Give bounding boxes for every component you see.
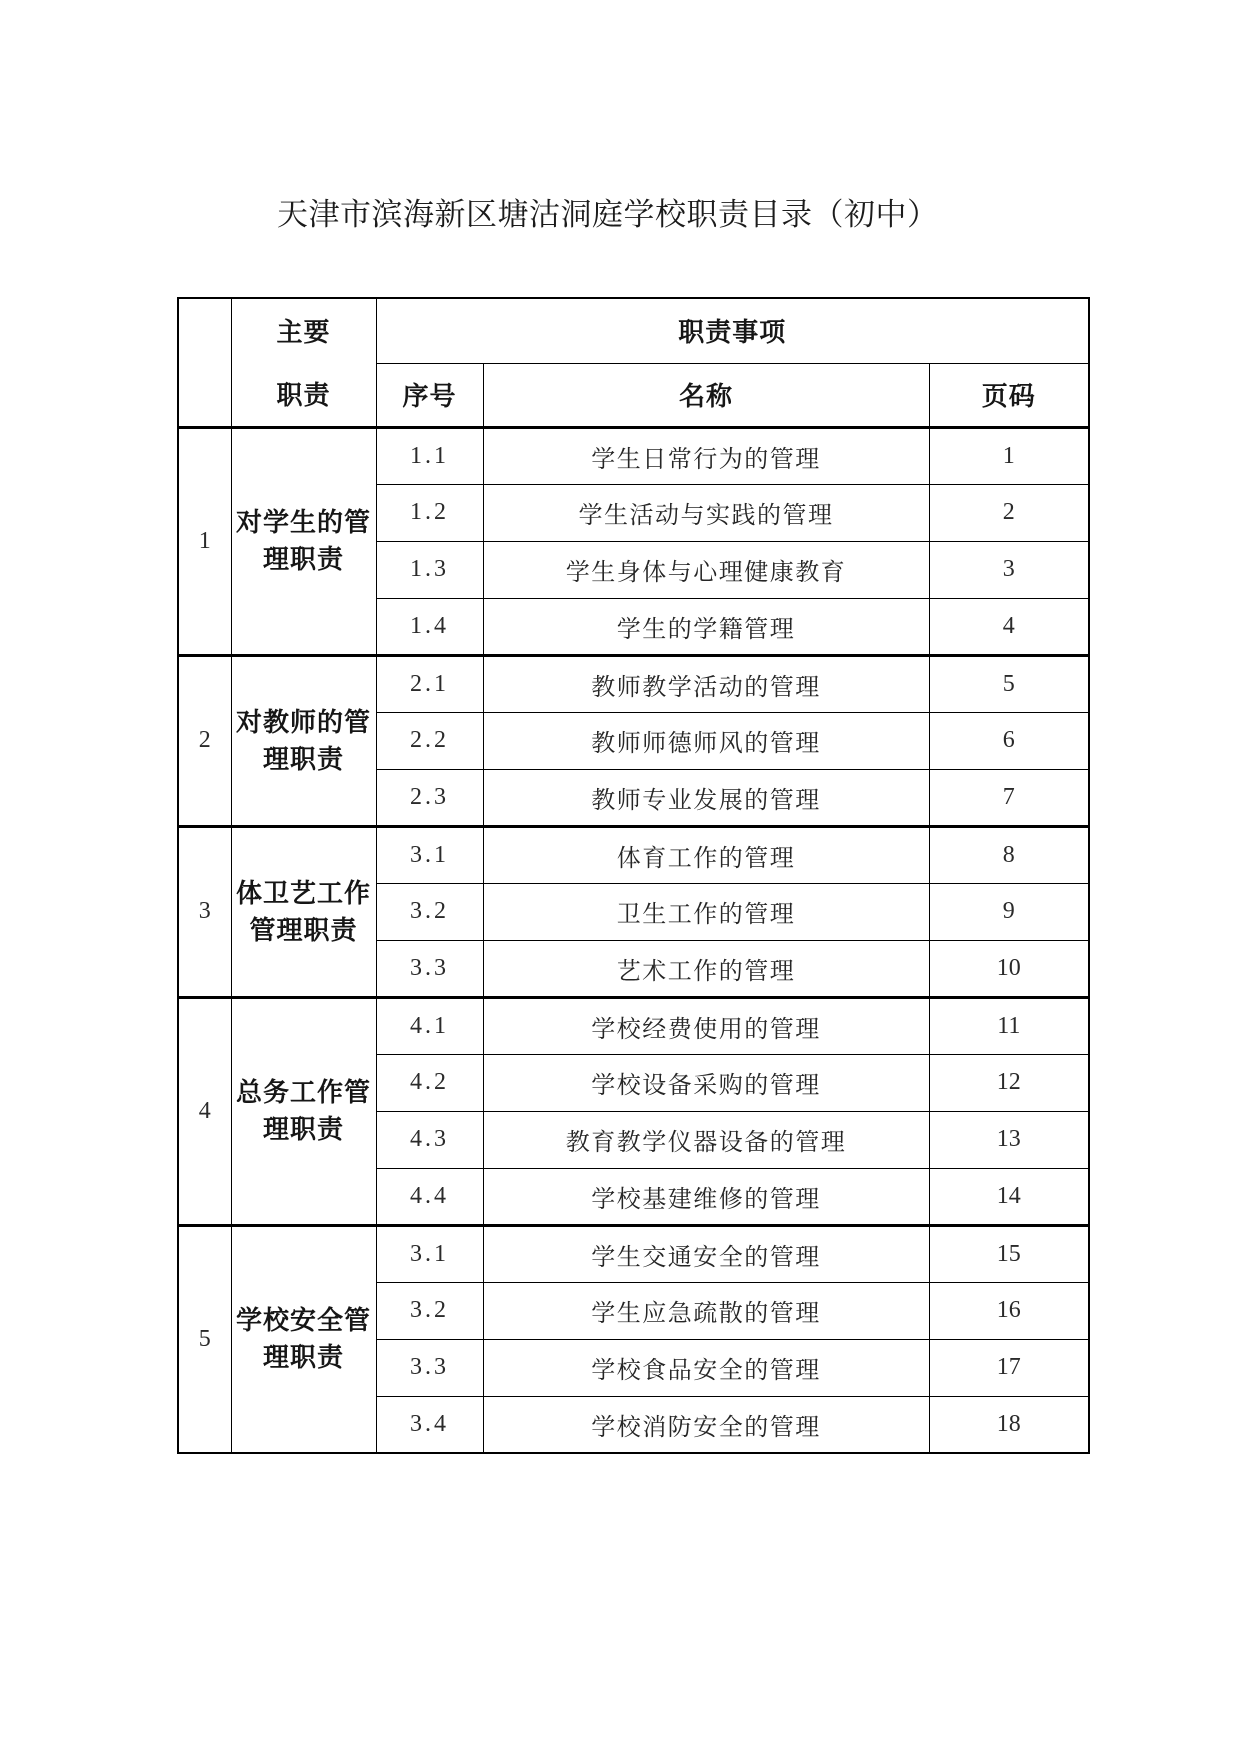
corner-cell bbox=[178, 298, 231, 427]
name-cell: 学生交通安全的管理 bbox=[483, 1225, 929, 1282]
table-row bbox=[178, 427, 1089, 484]
name-cell: 体育工作的管理 bbox=[483, 826, 929, 883]
section-label-cell: 对教师的管理职责 bbox=[231, 655, 376, 826]
page-cell: 10 bbox=[929, 940, 1089, 997]
name-cell: 教育教学仪器设备的管理 bbox=[483, 1111, 929, 1168]
section-number-cell: 1 bbox=[178, 427, 231, 655]
seq-cell: 1.1 bbox=[376, 427, 483, 484]
seq-cell: 3.3 bbox=[376, 940, 483, 997]
seq-cell: 1.2 bbox=[376, 484, 483, 541]
page-cell: 14 bbox=[929, 1168, 1089, 1225]
main-duty-line2: 职责 bbox=[276, 380, 331, 411]
name-cell: 学生活动与实践的管理 bbox=[483, 484, 929, 541]
table-row bbox=[178, 997, 1089, 1054]
name-header: 名称 bbox=[483, 363, 929, 427]
name-cell: 学生身体与心理健康教育 bbox=[483, 541, 929, 598]
name-cell: 教师教学活动的管理 bbox=[483, 655, 929, 712]
section-number-cell: 2 bbox=[178, 655, 231, 826]
seq-cell: 2.2 bbox=[376, 712, 483, 769]
section-number-cell: 3 bbox=[178, 826, 231, 997]
responsibilities-table bbox=[177, 297, 1090, 1454]
name-cell: 学生的学籍管理 bbox=[483, 598, 929, 655]
seq-cell: 4.3 bbox=[376, 1111, 483, 1168]
page-title: 天津市滨海新区塘沽洞庭学校职责目录（初中） bbox=[277, 197, 939, 232]
name-cell: 学校设备采购的管理 bbox=[483, 1054, 929, 1111]
page-cell: 8 bbox=[929, 826, 1089, 883]
seq-cell: 2.3 bbox=[376, 769, 483, 826]
page-cell: 7 bbox=[929, 769, 1089, 826]
main-duty-line1: 主要 bbox=[276, 317, 331, 348]
name-cell: 学生应急疏散的管理 bbox=[483, 1282, 929, 1339]
seq-cell: 3.3 bbox=[376, 1339, 483, 1396]
page-cell: 11 bbox=[929, 997, 1089, 1054]
seq-header: 序号 bbox=[376, 363, 483, 427]
page-cell: 4 bbox=[929, 598, 1089, 655]
section-label-cell: 对学生的管理职责 bbox=[231, 427, 376, 655]
page-cell: 12 bbox=[929, 1054, 1089, 1111]
name-cell: 教师师德师风的管理 bbox=[483, 712, 929, 769]
page-header: 页码 bbox=[929, 363, 1089, 427]
seq-cell: 1.3 bbox=[376, 541, 483, 598]
header-row-1 bbox=[178, 298, 1089, 363]
page-cell: 3 bbox=[929, 541, 1089, 598]
name-cell: 卫生工作的管理 bbox=[483, 883, 929, 940]
name-cell: 教师专业发展的管理 bbox=[483, 769, 929, 826]
page-cell: 17 bbox=[929, 1339, 1089, 1396]
table-row bbox=[178, 826, 1089, 883]
page-cell: 18 bbox=[929, 1396, 1089, 1453]
page-cell: 13 bbox=[929, 1111, 1089, 1168]
seq-cell: 3.2 bbox=[376, 883, 483, 940]
page-cell: 16 bbox=[929, 1282, 1089, 1339]
name-cell: 学生日常行为的管理 bbox=[483, 427, 929, 484]
seq-cell: 2.1 bbox=[376, 655, 483, 712]
seq-cell: 3.2 bbox=[376, 1282, 483, 1339]
name-cell: 学校消防安全的管理 bbox=[483, 1396, 929, 1453]
page-cell: 1 bbox=[929, 427, 1089, 484]
main-duty-header bbox=[232, 299, 376, 425]
seq-cell: 3.4 bbox=[376, 1396, 483, 1453]
page-cell: 15 bbox=[929, 1225, 1089, 1282]
duty-items-header: 职责事项 bbox=[376, 298, 1089, 363]
seq-cell: 1.4 bbox=[376, 598, 483, 655]
table-row bbox=[178, 655, 1089, 712]
section-number-cell: 4 bbox=[178, 997, 231, 1225]
seq-cell: 4.2 bbox=[376, 1054, 483, 1111]
section-number-cell: 5 bbox=[178, 1225, 231, 1453]
seq-cell: 4.4 bbox=[376, 1168, 483, 1225]
seq-cell: 3.1 bbox=[376, 826, 483, 883]
page-cell: 2 bbox=[929, 484, 1089, 541]
seq-cell: 4.1 bbox=[376, 997, 483, 1054]
section-label-cell: 学校安全管理职责 bbox=[231, 1225, 376, 1453]
name-cell: 学校基建维修的管理 bbox=[483, 1168, 929, 1225]
page-cell: 9 bbox=[929, 883, 1089, 940]
main-duty-header-cell bbox=[231, 298, 376, 427]
page-cell: 5 bbox=[929, 655, 1089, 712]
table-row bbox=[178, 1225, 1089, 1282]
seq-cell: 3.1 bbox=[376, 1225, 483, 1282]
page-cell: 6 bbox=[929, 712, 1089, 769]
name-cell: 学校食品安全的管理 bbox=[483, 1339, 929, 1396]
name-cell: 学校经费使用的管理 bbox=[483, 997, 929, 1054]
name-cell: 艺术工作的管理 bbox=[483, 940, 929, 997]
section-label-cell: 总务工作管理职责 bbox=[231, 997, 376, 1225]
section-label-cell: 体卫艺工作管理职责 bbox=[231, 826, 376, 997]
